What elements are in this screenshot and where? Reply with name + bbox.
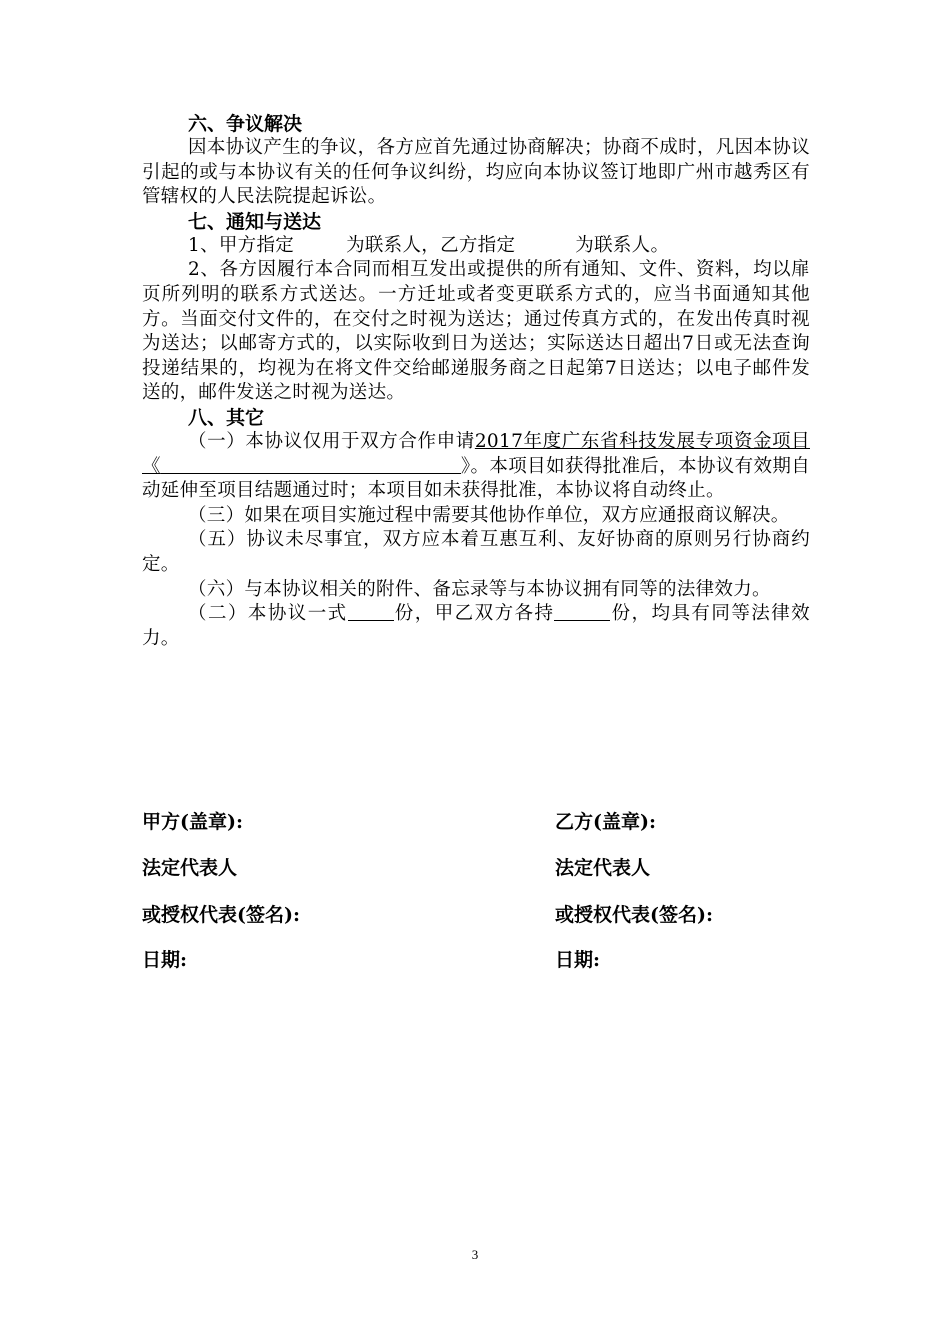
party-b-date-label: 日期: bbox=[555, 949, 601, 971]
section-8-heading: 八、其它 bbox=[188, 406, 265, 429]
document-body bbox=[142, 112, 810, 651]
project-name-blank bbox=[161, 455, 461, 474]
party-a-authorized-rep-label: 或授权代表(签名): bbox=[142, 904, 300, 926]
copies-lead: （二）本协议一式 bbox=[188, 603, 348, 625]
item-1-lead: （一）本协议仅用于双方合作申请 bbox=[188, 430, 475, 452]
section-8-item-1 bbox=[142, 430, 810, 504]
copies-each-blank bbox=[554, 602, 610, 621]
section-8-item-2 bbox=[142, 602, 810, 651]
copies-total-blank bbox=[348, 602, 394, 621]
party-b-legal-rep-label: 法定代表人 bbox=[555, 857, 651, 879]
section-8-item-6: （六）与本协议相关的附件、备忘录等与本协议拥有同等的法律效力。 bbox=[188, 578, 771, 600]
party-a-legal-rep-label: 法定代表人 bbox=[142, 857, 238, 879]
copies-tail: 份，均具有同等法律效力。 bbox=[142, 603, 810, 649]
party-a-date-label: 日期: bbox=[142, 949, 188, 971]
section-8-item-5: （五）协议未尽事宜，双方应本着互惠互利、友好协商的原则另行协商约定。 bbox=[142, 529, 810, 575]
section-7-item-2: 2、各方因履行本合同而相互发出或提供的所有通知、文件、资料，均以扉页所列明的联系方式送达。一方迁址或者变更联系方式的，应当书面通知其他方。当面交付文件的，在交付之时视为送达；通过传真方式的，在发出传真时视为送达；以邮寄方式的，以实际收到日为送达；实际送达日超出7日或无法查询投递结果的，均视为在将文件交给邮递服务商之日起第7日送达；以电子邮件发送的，邮件发送之时视为送达。 bbox=[142, 259, 810, 404]
copies-mid: 份，甲乙双方各持 bbox=[393, 603, 555, 625]
party-a-seal-label: 甲方(盖章): bbox=[142, 811, 243, 833]
item-1-tail: 》。本项目如获得批准后，本协议有效期自动延伸至项目结题通过时；本项目如未获得批准，本协议将自动终止。 bbox=[142, 455, 810, 502]
section-6-heading: 六、争议解决 bbox=[188, 113, 303, 135]
section-7-heading: 七、通知与送达 bbox=[188, 210, 322, 233]
section-8-item-3: （三）如果在项目实施过程中需要其他协作单位，双方应通报商议解决。 bbox=[188, 504, 790, 526]
contact-b-label: 为联系人，乙方指定 bbox=[346, 234, 516, 256]
project-name-underlined: 2017年度广东省科技发展专项资金项目《 bbox=[142, 430, 810, 477]
page-number: 3 bbox=[471, 1247, 479, 1262]
contact-a-label: 1、甲方指定 bbox=[188, 234, 295, 256]
section-7-item-1 bbox=[142, 234, 810, 259]
party-b-authorized-rep-label: 或授权代表(签名): bbox=[555, 904, 713, 926]
section-6-paragraph: 因本协议产生的争议，各方应首先通过协商解决；协商不成时，凡因本协议引起的或与本协议有关的任何争议纠纷，均应向本协议签订地即广州市越秀区有管辖权的人民法院提起诉讼。 bbox=[142, 137, 810, 208]
contact-end: 为联系人。 bbox=[575, 234, 670, 256]
party-b-seal-label: 乙方(盖章): bbox=[555, 811, 656, 833]
